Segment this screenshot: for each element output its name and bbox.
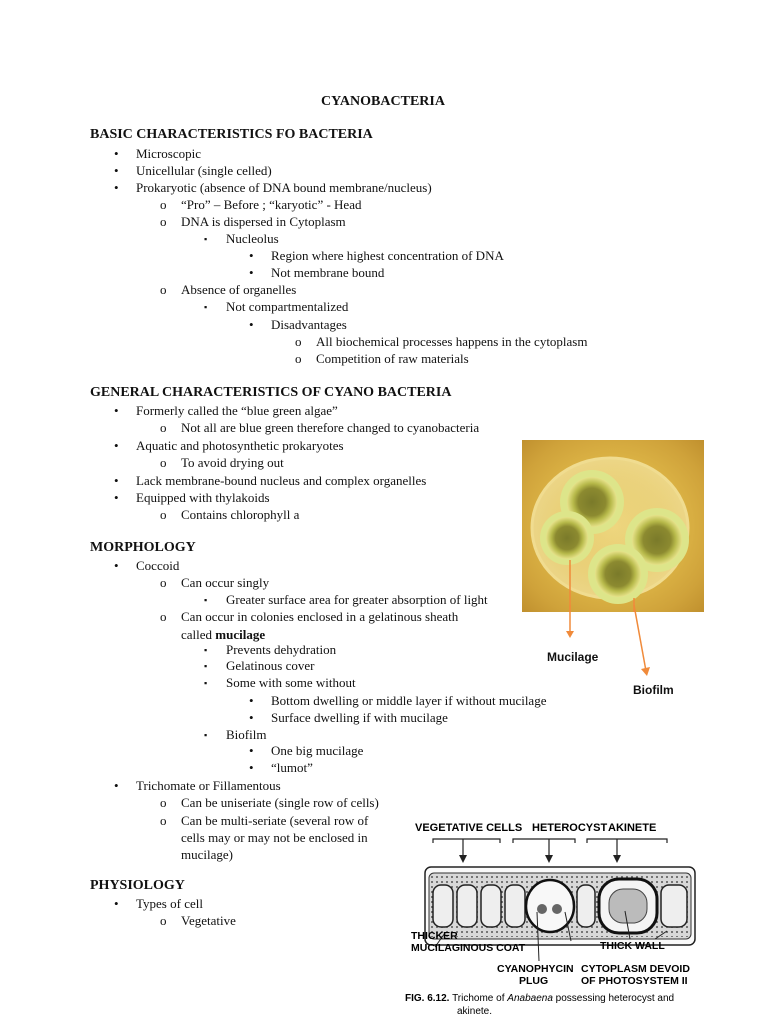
label-heterocyst: HETEROCYST (532, 822, 608, 834)
bullet-dot: • (249, 317, 254, 332)
biofilm-label: Biofilm (633, 683, 674, 697)
bullet-dot: • (114, 163, 119, 178)
list-item: Bottom dwelling or middle layer if without mucilage (271, 693, 547, 708)
bullet-dot: • (114, 473, 119, 488)
label-arrows (555, 605, 665, 685)
list-item: “Pro” – Before ; “karyotic” - Head (181, 197, 362, 212)
list-item: Greater surface area for greater absorption of light (226, 592, 488, 607)
list-item: Prevents dehydration (226, 642, 337, 657)
bullet-circle: o (160, 282, 167, 297)
list-item: Region where highest concentration of DNA (271, 248, 504, 263)
list-item: One big mucilage (271, 743, 364, 758)
section-heading-morphology: MORPHOLOGY (90, 540, 196, 555)
section-heading-basic: BASIC CHARACTERISTICS FO BACTERIA (90, 127, 373, 142)
bullet-circle: o (160, 507, 167, 522)
label-photosystem: OF PHOTOSYSTEM II (581, 975, 688, 987)
cyanobacteria-micrograph (522, 440, 704, 612)
label-thick-wall: THICK WALL (600, 940, 665, 952)
bullet-dot: • (249, 248, 254, 263)
list-item: Microscopic (136, 146, 201, 161)
list-item: Not all are blue green therefore changed to cyanobacteria (181, 420, 480, 435)
bullet-dot: • (114, 403, 119, 418)
list-item: Contains chlorophyll a (181, 507, 300, 522)
mucilage-label: Mucilage (547, 650, 599, 664)
list-item: Disadvantages (271, 317, 347, 332)
bullet-square: ▪ (204, 661, 208, 671)
bullet-square: ▪ (204, 302, 208, 312)
list-item: Some with some without (226, 675, 356, 690)
bullet-dot: • (249, 265, 254, 280)
list-item: Can be multi-seriate (several row of (181, 813, 369, 828)
page-title: CYANOBACTERIA (321, 94, 445, 109)
anabaena-trichome-diagram (405, 815, 705, 1020)
list-item: Lack membrane-bound nucleus and complex organelles (136, 473, 427, 488)
list-item: Absence of organelles (181, 282, 297, 297)
label-plug: PLUG (519, 975, 549, 987)
bullet-dot: • (114, 180, 119, 195)
bullet-circle: o (295, 334, 302, 349)
cell (595, 551, 641, 597)
list-item: Gelatinous cover (226, 658, 315, 673)
bullet-square: ▪ (204, 595, 208, 605)
bullet-circle: o (160, 197, 167, 212)
bullet-circle: o (295, 351, 302, 366)
mucilage-term: mucilage (215, 627, 266, 642)
bullet-dot: • (249, 743, 254, 758)
bullet-circle: o (160, 420, 167, 435)
bullet-dot: • (114, 490, 119, 505)
list-item: Can occur singly (181, 575, 270, 590)
cell (546, 517, 588, 559)
label-mucilaginous-coat: MUCILAGINOUS COAT (411, 942, 526, 954)
bullet-dot: • (249, 693, 254, 708)
list-item: “lumot” (271, 760, 313, 775)
label-cytoplasm-devoid: CYTOPLASM DEVOID (581, 963, 690, 975)
bullet-dot: • (114, 778, 119, 793)
list-item: Types of cell (136, 896, 203, 911)
bullet-dot: • (114, 896, 119, 911)
micrograph-drawing (522, 440, 704, 612)
bullet-square: ▪ (204, 730, 208, 740)
list-item-continued: called mucilage (181, 627, 266, 642)
bullet-dot: • (114, 438, 119, 453)
list-item: Unicellular (single celled) (136, 163, 272, 178)
list-item: Can occur in colonies enclosed in a gelatinous sheath (181, 609, 459, 624)
list-item: Not membrane bound (271, 265, 385, 280)
list-item-continued: cells may or may not be enclosed in (181, 830, 368, 845)
list-item: Aquatic and photosynthetic prokaryotes (136, 438, 344, 453)
list-item: All biochemical processes happens in the cytoplasm (316, 334, 588, 349)
bullet-square: ▪ (204, 678, 208, 688)
list-item: To avoid drying out (181, 455, 284, 470)
list-item: Vegetative (181, 913, 236, 928)
bullet-dot: • (114, 146, 119, 161)
bullet-circle: o (160, 813, 167, 828)
bullet-square: ▪ (204, 234, 208, 244)
list-item: Not compartmentalized (226, 299, 349, 314)
bullet-dot: • (249, 760, 254, 775)
bullet-circle: o (160, 609, 167, 624)
list-item: Surface dwelling if with mucilage (271, 710, 448, 725)
bullet-dot: • (114, 558, 119, 573)
bullet-circle: o (160, 913, 167, 928)
list-item: Formerly called the “blue green algae” (136, 403, 338, 418)
bullet-dot: • (249, 710, 254, 725)
section-heading-general: GENERAL CHARACTERISTICS OF CYANO BACTERIA (90, 385, 452, 400)
list-item: Competition of raw materials (316, 351, 469, 366)
list-item: Trichomate or Fillamentous (136, 778, 281, 793)
list-item: Can be uniseriate (single row of cells) (181, 795, 379, 810)
label-thicker: THICKER (411, 930, 458, 942)
bullet-circle: o (160, 455, 167, 470)
list-item: Biofilm (226, 727, 267, 742)
list-item-continued: mucilage) (181, 847, 233, 862)
figure-caption: FIG. 6.12. Trichome of Anabaena possessing heterocyst and (405, 993, 675, 1004)
anabaena-figure (405, 815, 705, 1020)
list-item: Equipped with thylakoids (136, 490, 270, 505)
list-item: Prokaryotic (absence of DNA bound membrane/nucleus) (136, 180, 432, 195)
label-cyanophycin: CYANOPHYCIN (497, 963, 574, 975)
figure-caption-line2: akinete. (457, 1006, 493, 1017)
label-vegetative-cells: VEGETATIVE CELLS (415, 822, 523, 834)
list-item: DNA is dispersed in Cytoplasm (181, 214, 346, 229)
list-item: Nucleolus (226, 231, 279, 246)
section-heading-physiology: PHYSIOLOGY (90, 878, 185, 893)
bullet-square: ▪ (204, 645, 208, 655)
list-item: Coccoid (136, 558, 180, 573)
bullet-circle: o (160, 795, 167, 810)
bullet-circle: o (160, 575, 167, 590)
label-akinete: AKINETE (608, 822, 657, 834)
bullet-circle: o (160, 214, 167, 229)
